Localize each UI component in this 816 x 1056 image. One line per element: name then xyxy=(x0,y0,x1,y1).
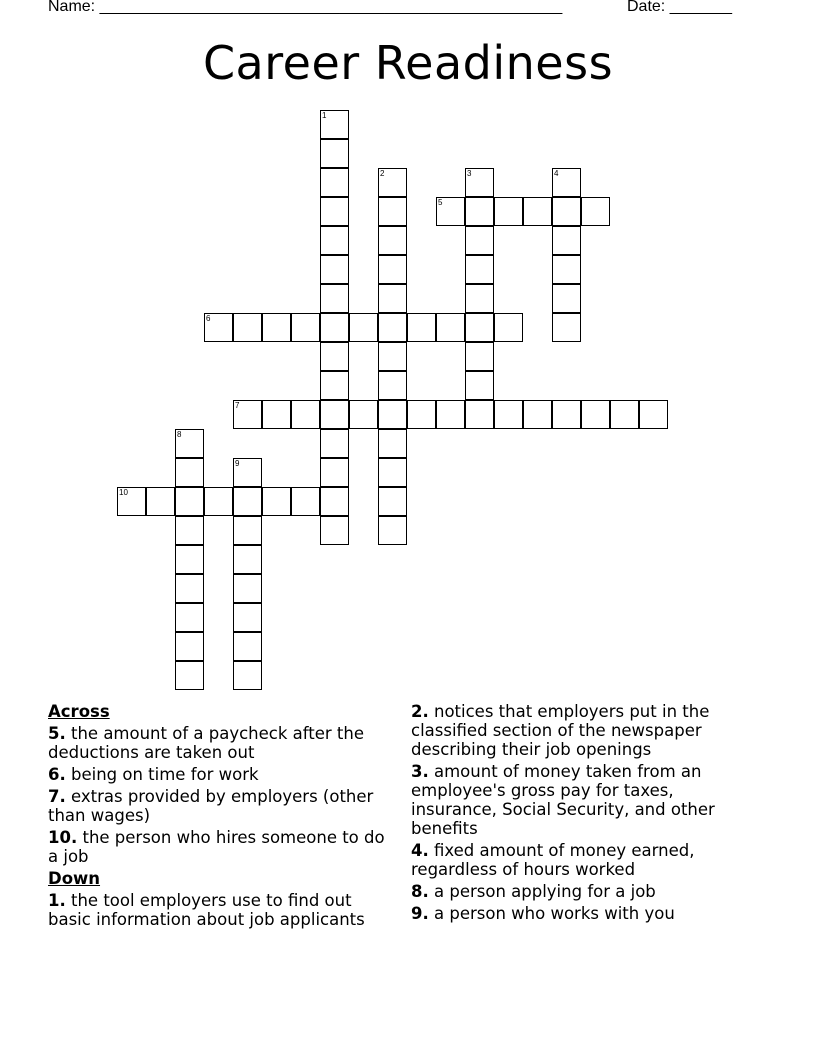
cell-number: 6 xyxy=(206,314,211,323)
grid-cell[interactable] xyxy=(175,661,204,690)
grid-cell[interactable] xyxy=(378,168,407,197)
grid-cell[interactable] xyxy=(320,400,349,429)
clues-left-column xyxy=(48,702,398,932)
grid-cell[interactable] xyxy=(291,313,320,342)
grid-cell[interactable] xyxy=(494,313,523,342)
grid-cell[interactable] xyxy=(552,168,581,197)
grid-cell[interactable] xyxy=(233,400,262,429)
across-heading: Across xyxy=(48,702,110,721)
cell-number: 2 xyxy=(380,169,385,178)
clue-number: 6. xyxy=(48,765,66,784)
grid-cell[interactable] xyxy=(378,342,407,371)
clue-across-7 xyxy=(48,787,398,825)
grid-cell[interactable] xyxy=(465,255,494,284)
clue-number: 2. xyxy=(411,702,429,721)
clue-down-3 xyxy=(411,762,756,838)
grid-cell[interactable] xyxy=(465,342,494,371)
grid-cell[interactable] xyxy=(291,487,320,516)
clue-text: being on time for work xyxy=(65,765,259,784)
clue-down-2 xyxy=(411,702,756,759)
grid-cell[interactable] xyxy=(262,313,291,342)
clue-number: 8. xyxy=(411,882,429,901)
grid-cell[interactable] xyxy=(378,284,407,313)
clue-number: 7. xyxy=(48,787,66,806)
grid-cell[interactable] xyxy=(552,313,581,342)
grid-cell[interactable] xyxy=(204,313,233,342)
grid-cell[interactable] xyxy=(465,226,494,255)
down-heading: Down xyxy=(48,869,101,888)
grid-cell[interactable] xyxy=(175,632,204,661)
grid-cell[interactable] xyxy=(349,313,378,342)
grid-cell[interactable] xyxy=(378,226,407,255)
grid-cell[interactable] xyxy=(465,197,494,226)
grid-cell[interactable] xyxy=(175,516,204,545)
clue-text: a person who works with you xyxy=(428,904,675,923)
grid-cell[interactable] xyxy=(320,371,349,400)
grid-cell[interactable] xyxy=(204,487,233,516)
grid-cell[interactable] xyxy=(436,197,465,226)
grid-cell[interactable] xyxy=(378,487,407,516)
grid-cell[interactable] xyxy=(378,400,407,429)
grid-cell[interactable] xyxy=(175,487,204,516)
grid-cell[interactable] xyxy=(233,313,262,342)
grid-cell[interactable] xyxy=(320,342,349,371)
clue-down-1 xyxy=(48,891,398,929)
cell-number: 7 xyxy=(235,401,240,410)
grid-cell[interactable] xyxy=(320,487,349,516)
grid-cell[interactable] xyxy=(262,400,291,429)
grid-cell[interactable] xyxy=(291,400,320,429)
grid-cell[interactable] xyxy=(320,429,349,458)
grid-cell[interactable] xyxy=(610,400,639,429)
clue-number: 5. xyxy=(48,724,66,743)
clue-text: a person applying for a job xyxy=(428,882,656,901)
grid-cell[interactable] xyxy=(233,603,262,632)
clue-text: the tool employers use to find out basic information about job applicants xyxy=(48,891,365,929)
grid-cell[interactable] xyxy=(581,197,610,226)
clue-down-4 xyxy=(411,841,756,879)
grid-cell[interactable] xyxy=(320,226,349,255)
grid-cell[interactable] xyxy=(320,516,349,545)
clue-text: fixed amount of money earned, regardless of hours worked xyxy=(411,841,695,879)
grid-cell[interactable] xyxy=(320,458,349,487)
cell-number: 5 xyxy=(438,198,443,207)
grid-cell[interactable] xyxy=(494,400,523,429)
grid-cell[interactable] xyxy=(233,661,262,690)
grid-cell[interactable] xyxy=(465,313,494,342)
clue-number: 3. xyxy=(411,762,429,781)
grid-cell[interactable] xyxy=(233,545,262,574)
clue-text: notices that employers put in the classified section of the newspaper describing their job openings xyxy=(411,702,710,759)
grid-cell[interactable] xyxy=(320,197,349,226)
grid-cell[interactable] xyxy=(552,400,581,429)
clues-right-column xyxy=(411,702,756,926)
grid-cell[interactable] xyxy=(494,197,523,226)
clue-text: amount of money taken from an employee's gross pay for taxes, insurance, Social Security, and other benefits xyxy=(411,762,715,838)
grid-cell[interactable] xyxy=(233,516,262,545)
grid-cell[interactable] xyxy=(407,313,436,342)
grid-cell[interactable] xyxy=(175,545,204,574)
grid-cell[interactable] xyxy=(233,632,262,661)
grid-cell[interactable] xyxy=(552,226,581,255)
clue-across-6 xyxy=(48,765,398,784)
clue-number: 9. xyxy=(411,904,429,923)
clue-number: 4. xyxy=(411,841,429,860)
grid-cell[interactable] xyxy=(378,429,407,458)
grid-cell[interactable] xyxy=(320,139,349,168)
grid-cell[interactable] xyxy=(320,168,349,197)
cell-number: 4 xyxy=(554,169,559,178)
clue-down-9 xyxy=(411,904,756,923)
grid-cell[interactable] xyxy=(639,400,668,429)
grid-cell[interactable] xyxy=(465,400,494,429)
grid-cell[interactable] xyxy=(465,371,494,400)
grid-cell[interactable] xyxy=(175,458,204,487)
grid-cell[interactable] xyxy=(233,487,262,516)
page-title: Career Readiness xyxy=(202,36,614,90)
grid-cell[interactable] xyxy=(117,487,146,516)
date-field: Date: _______ xyxy=(627,0,732,15)
grid-cell[interactable] xyxy=(233,458,262,487)
grid-cell[interactable] xyxy=(552,255,581,284)
clue-number: 1. xyxy=(48,891,66,910)
grid-cell[interactable] xyxy=(581,400,610,429)
grid-cell[interactable] xyxy=(378,197,407,226)
grid-cell[interactable] xyxy=(407,400,436,429)
grid-cell[interactable] xyxy=(465,168,494,197)
clue-text: extras provided by employers (other than wages) xyxy=(48,787,374,825)
cell-number: 10 xyxy=(119,488,128,497)
grid-cell[interactable] xyxy=(378,313,407,342)
clue-across-5 xyxy=(48,724,398,762)
grid-cell[interactable] xyxy=(175,603,204,632)
grid-cell[interactable] xyxy=(552,197,581,226)
clue-down-8 xyxy=(411,882,756,901)
grid-cell[interactable] xyxy=(233,574,262,603)
cell-number: 3 xyxy=(467,169,472,178)
grid-cell[interactable] xyxy=(523,197,552,226)
grid-cell[interactable] xyxy=(146,487,175,516)
clue-across-10 xyxy=(48,828,398,866)
grid-cell[interactable] xyxy=(436,400,465,429)
cell-number: 1 xyxy=(322,111,327,120)
grid-cell[interactable] xyxy=(378,458,407,487)
name-field: Name: ____________________________________________________ xyxy=(48,0,563,15)
grid-cell[interactable] xyxy=(349,400,378,429)
clue-text: the person who hires someone to do a job xyxy=(48,828,385,866)
cell-number: 9 xyxy=(235,459,240,468)
grid-cell[interactable] xyxy=(175,574,204,603)
grid-cell[interactable] xyxy=(523,400,552,429)
grid-cell[interactable] xyxy=(378,516,407,545)
clue-number: 10. xyxy=(48,828,78,847)
grid-cell[interactable] xyxy=(320,313,349,342)
grid-cell[interactable] xyxy=(436,313,465,342)
grid-cell[interactable] xyxy=(262,487,291,516)
grid-cell[interactable] xyxy=(552,284,581,313)
grid-cell[interactable] xyxy=(320,255,349,284)
grid-cell[interactable] xyxy=(320,284,349,313)
grid-cell[interactable] xyxy=(175,429,204,458)
grid-cell[interactable] xyxy=(378,371,407,400)
grid-cell[interactable] xyxy=(378,255,407,284)
grid-cell[interactable] xyxy=(320,110,349,139)
clue-text: the amount of a paycheck after the deductions are taken out xyxy=(48,724,364,762)
cell-number: 8 xyxy=(177,430,182,439)
grid-cell[interactable] xyxy=(465,284,494,313)
